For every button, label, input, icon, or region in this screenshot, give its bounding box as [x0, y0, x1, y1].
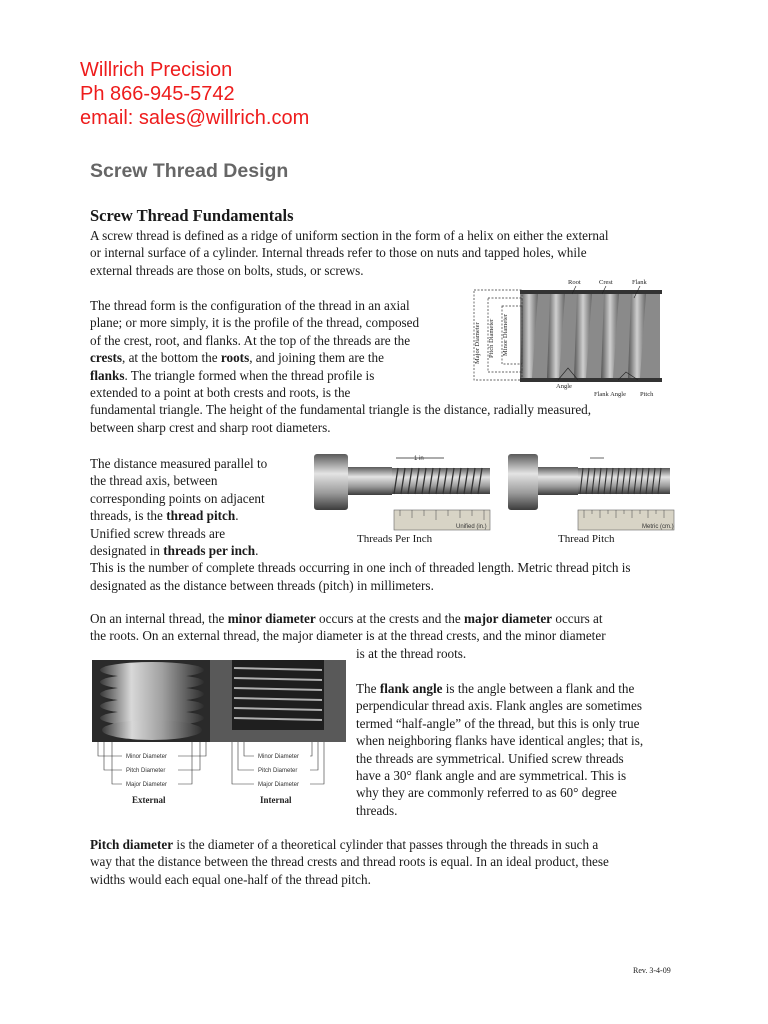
- text-line: the roots. On an external thread, the major diameter is at the thread crests, and the minor diameter: [90, 628, 606, 644]
- dimension-one-inch: 1 in: [414, 456, 424, 462]
- contact-block: [80, 58, 309, 130]
- text-line: when neighboring flanks have identical angles; that is,: [356, 733, 644, 749]
- text-line: is at the thread roots.: [356, 645, 467, 661]
- text-span: , and joining them are the: [249, 350, 384, 366]
- page-title: Screw Thread Design: [90, 160, 289, 182]
- text-line: [90, 836, 609, 853]
- term-minor-diameter: minor diameter: [227, 611, 316, 626]
- scale-unified: Unified (in.): [456, 524, 487, 530]
- paragraph-diameters: [90, 610, 606, 662]
- label-flank-angle: Flank Angle: [594, 391, 626, 398]
- text-span: On an internal thread, the: [90, 611, 228, 626]
- label-flank: Flank: [632, 279, 647, 286]
- text-span: occurs at: [552, 611, 603, 626]
- label-major-diameter: Major Diameter: [474, 322, 481, 364]
- label-minor-diameter: Minor Diameter: [502, 313, 509, 356]
- term-flanks: flanks: [90, 367, 125, 383]
- paragraph-definition: [90, 227, 609, 279]
- scale-metric: Metric (cm.): [642, 524, 674, 530]
- int-label-pitch: Pitch Diameter: [258, 768, 298, 774]
- label-root: Root: [568, 279, 581, 286]
- text-line: The distance measured parallel to: [90, 456, 268, 471]
- text-line: fundamental triangle. The height of the fundamental triangle is the distance, radially measured,: [90, 402, 592, 418]
- text-span: occurs at the crests and the: [315, 611, 465, 626]
- label-internal: Internal: [260, 795, 292, 805]
- text-line: widths would each equal one-half of the thread pitch.: [90, 871, 371, 887]
- text-span: is the diameter of a theoretical cylinder that passes through the threads in such a: [173, 837, 599, 852]
- paragraph-flank-angle: [356, 680, 643, 819]
- text-line: the thread axis, between: [90, 473, 218, 489]
- thread-profile-image: [520, 290, 662, 382]
- text-span: , at the bottom the: [121, 350, 221, 366]
- text-line: why they are commonly referred to as 60° degree: [356, 785, 617, 801]
- ext-label-pitch: Pitch Diameter: [126, 768, 166, 774]
- text-line: designated as the distance between threads (pitch) in millimeters.: [90, 577, 434, 593]
- text-line: termed “half-angle” of the thread, but this is only true: [356, 715, 640, 731]
- ext-label-major: Major Diameter: [126, 782, 168, 788]
- term-roots: roots: [220, 350, 250, 366]
- label-pitch: Pitch: [640, 391, 654, 398]
- text-span: designated in: [90, 543, 164, 559]
- label-pitch-diameter: Pitch Diameter: [488, 318, 495, 358]
- text-line: threads.: [356, 802, 398, 818]
- text-line: extended to a point at both crests and roots, is the: [90, 385, 351, 401]
- label-crest: Crest: [599, 279, 613, 286]
- text-line: perpendicular thread axis. Flank angles are sometimes: [356, 698, 642, 714]
- paragraph-pitch-diameter: [90, 836, 609, 888]
- text-line: Unified screw threads are: [90, 525, 226, 541]
- ext-label-minor: Minor Diameter: [126, 754, 168, 760]
- email-address[interactable]: email: sales@willrich.com: [80, 107, 310, 129]
- text-line: have a 30° flank angle and are symmetrical. This is: [356, 768, 627, 784]
- text-line: or internal surface of a cylinder. Internal threads refer to those on nuts and tapped holes, while: [90, 245, 587, 261]
- term-flank-angle: flank angle: [379, 681, 443, 696]
- text-line: A screw thread is defined as a ridge of uniform section in the form of a helix on either the external: [90, 228, 609, 243]
- caption-thread-pitch: Thread Pitch: [558, 533, 615, 545]
- external-thread-image: [92, 660, 226, 742]
- internal-thread-image: [210, 660, 346, 742]
- bolts-figure: [308, 448, 688, 534]
- term-major-diameter: major diameter: [464, 611, 553, 626]
- term-thread-pitch: thread pitch: [166, 508, 236, 524]
- term-pitch-diameter: Pitch diameter: [90, 837, 174, 852]
- term-threads-per-inch: threads per inch: [163, 543, 256, 559]
- term-crests: crests: [90, 350, 122, 366]
- bolt-inch: [314, 454, 490, 530]
- caption-threads-per-inch: Threads Per Inch: [357, 533, 433, 545]
- text-span: is the angle between a flank and the: [442, 681, 635, 696]
- text-line: external threads are those on bolts, studs, or screws.: [90, 262, 364, 278]
- text-span: . The triangle formed when the thread profile is: [124, 367, 375, 383]
- label-angle: Angle: [556, 383, 572, 390]
- text-span: .: [255, 543, 259, 559]
- text-span: threads, is the: [90, 508, 167, 524]
- text-line: the threads are symmetrical. Unified screw threads: [356, 750, 624, 766]
- text-line: plane; or more simply, it is the profile of the thread, composed: [90, 315, 420, 331]
- text-line: [356, 680, 643, 697]
- text-span: .: [235, 508, 239, 524]
- text-span: The: [356, 681, 380, 696]
- revision-label: Rev. 3-4-09: [633, 966, 671, 975]
- company-name: Willrich Precision: [80, 59, 233, 81]
- section-title: Screw Thread Fundamentals: [90, 206, 294, 225]
- bolt-metric: [508, 454, 674, 530]
- external-internal-figure: [92, 660, 346, 808]
- text-line: way that the distance between the thread crests and thread roots is equal. In an ideal product, these: [90, 854, 609, 870]
- int-label-minor: Minor Diameter: [258, 754, 300, 760]
- thread-profile-figure: [468, 276, 678, 398]
- int-label-major: Major Diameter: [258, 782, 300, 788]
- text-line: The thread form is the configuration of the thread in an axial: [90, 298, 410, 313]
- text-line: of the crest, root, and flanks. At the top of the threads are the: [90, 332, 411, 348]
- label-external: External: [132, 795, 166, 805]
- text-line: [90, 610, 606, 627]
- phone-number[interactable]: Ph 866-945-5742: [80, 83, 235, 105]
- text-line: corresponding points on adjacent: [90, 490, 265, 506]
- text-line: between sharp crest and sharp root diameters.: [90, 419, 331, 435]
- text-line: This is the number of complete threads occurring in one inch of threaded length. Metric thread pitch is: [90, 560, 631, 576]
